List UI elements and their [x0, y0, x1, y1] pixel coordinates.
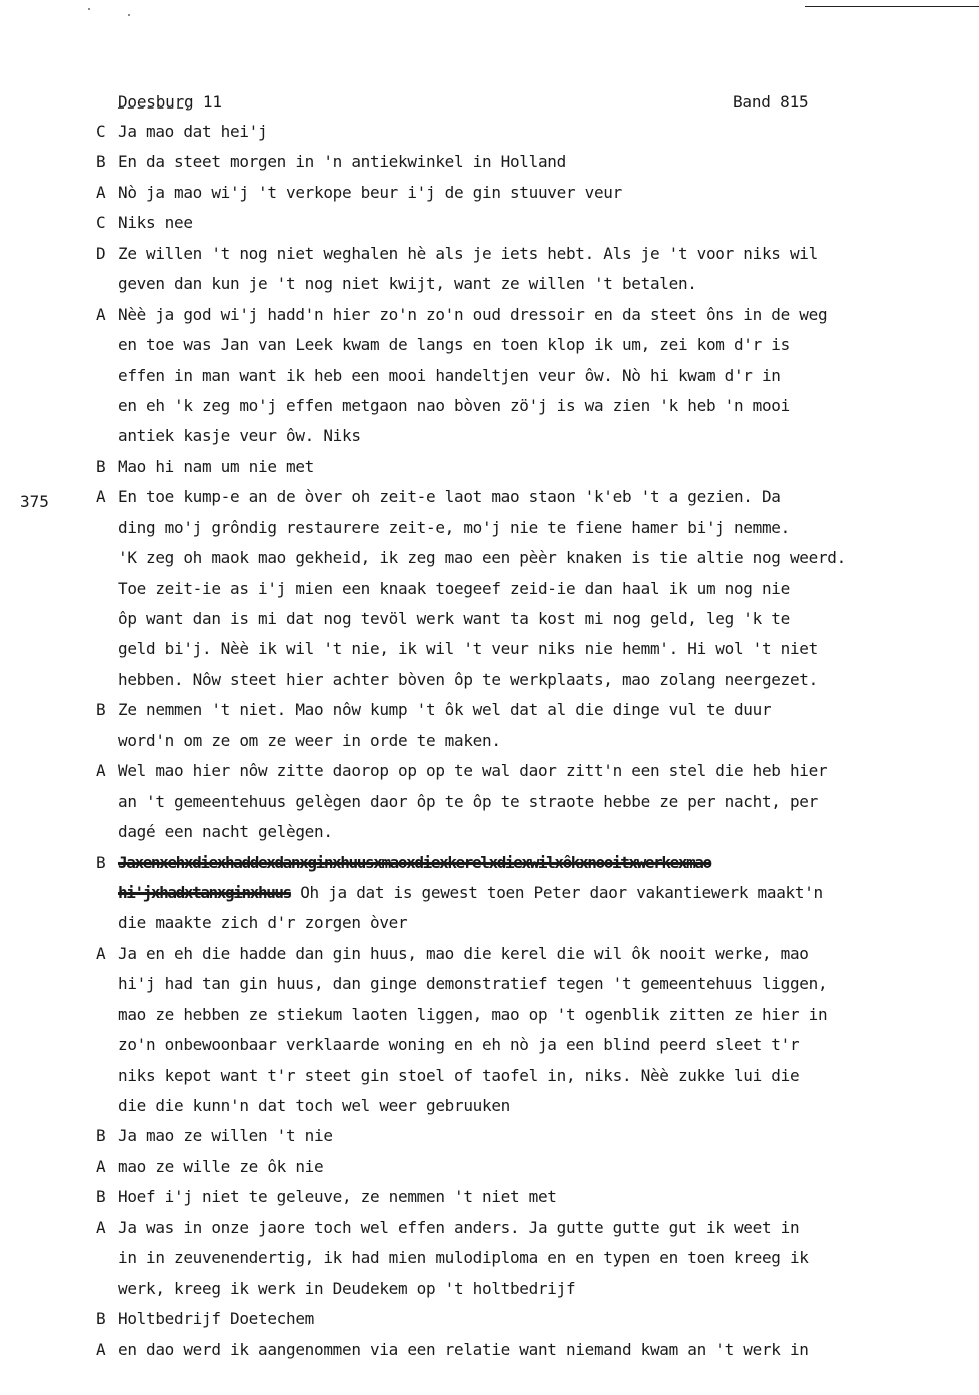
- line-text: [118, 1248, 809, 1268]
- spoken-text: dagé een nacht gelègen.: [118, 822, 333, 842]
- speaker-label: A: [96, 487, 106, 507]
- transcript-line: [0, 944, 979, 974]
- spoken-text: Ja mao ze willen 't nie: [118, 1126, 333, 1146]
- transcript-line: [0, 670, 979, 700]
- line-text: [118, 274, 697, 294]
- line-text: [118, 213, 193, 233]
- spoken-text: Wel mao hier nôw zitte daorop op op te wal daor zitt'n een stel die heb hier: [118, 761, 828, 781]
- transcript-line: [0, 213, 979, 243]
- spoken-text: Nèè ja god wi'j hadd'n hier zo'n zo'n oud dressoir en da steet ôns in de weg: [118, 304, 828, 324]
- spoken-text: geven dan kun je 't nog niet kwijt, want ze willen 't betalen.: [118, 274, 697, 294]
- spoken-text: in in zeuvenendertig, ik had mien mulodiploma en en typen en toen kreeg ik: [118, 1248, 809, 1268]
- line-text: [118, 1279, 575, 1299]
- line-text: [118, 1066, 799, 1086]
- line-text: [118, 305, 827, 325]
- transcript-line: [0, 1157, 979, 1187]
- speaker-label: B: [96, 152, 106, 172]
- line-text: [118, 579, 790, 599]
- transcript-line: [0, 305, 979, 335]
- line-text: [118, 518, 790, 538]
- spoken-text: Oh ja dat is gewest toen Peter daor vakantiewerk maakt'n: [290, 882, 823, 902]
- spoken-text: ôp want dan is mi dat nog tevöl werk want ta kost mi nog geld, leg 'k te: [118, 609, 790, 628]
- header-number: 11: [202, 92, 222, 111]
- speaker-label: A: [96, 761, 106, 781]
- transcript-line: [0, 731, 979, 761]
- speaker-label: A: [96, 943, 106, 963]
- page-header-left: [118, 92, 222, 112]
- line-text: [118, 487, 781, 507]
- spoken-text: word'n om ze om ze weer in orde te maken.: [118, 730, 501, 750]
- transcript-line: [0, 152, 979, 182]
- spoken-text: hebben. Nôw steet hier achter bòven ôp te werkplaats, mao zolang neergezet.: [118, 669, 818, 689]
- speaker-label: B: [96, 1126, 106, 1146]
- transcript-line: [0, 1126, 979, 1156]
- spoken-text: Ze nemmen 't niet. Mao nôw kump 't ôk wel dat al die dinge vul te duur: [118, 700, 772, 720]
- line-text: [118, 853, 711, 873]
- transcript-line: [0, 761, 979, 791]
- spoken-text: Toe zeit-ie as i'j mien een knaak toegeef zeid-ie dan haal ik um nog nie: [118, 578, 790, 598]
- transcript-line: [0, 548, 979, 578]
- speaker-label: A: [96, 182, 106, 202]
- transcript-line: [0, 883, 979, 913]
- spoken-text: Mao hi nam um nie met: [118, 456, 314, 476]
- speaker-label: B: [96, 700, 106, 720]
- spoken-text: werk, kreeg ik werk in Deudekem op 't holtbedrijf: [118, 1278, 576, 1298]
- transcript-line: [0, 853, 979, 883]
- transcript-line: [0, 426, 979, 456]
- transcript-line: [0, 122, 979, 152]
- transcript-line: [0, 579, 979, 609]
- transcript-line: [0, 366, 979, 396]
- line-text: [118, 335, 790, 355]
- spoken-text: Nò ja mao wi'j 't verkope beur i'j de gin stuuver veur: [118, 182, 622, 202]
- transcript-line: [0, 487, 979, 517]
- transcript-line: [0, 700, 979, 730]
- line-text: [118, 1187, 557, 1207]
- spoken-text: antiek kasje veur ôw. Niks: [118, 426, 361, 446]
- transcript-line: [0, 396, 979, 426]
- line-text: [118, 1035, 799, 1055]
- line-text: [118, 639, 818, 659]
- spoken-text: mao ze wille ze ôk nie: [118, 1156, 324, 1176]
- speaker-label: A: [96, 1217, 106, 1237]
- transcript-line: [0, 1218, 979, 1248]
- spoken-text: Ja mao dat hei'j: [118, 122, 268, 141]
- speaker-label: B: [96, 1309, 106, 1329]
- spoken-text: en toe was Jan van Leek kwam de langs en toen klop ik um, zei kom d'r is: [118, 335, 790, 355]
- transcript-line: [0, 1187, 979, 1217]
- spoken-text: zo'n onbewoonbaar verklaarde woning en eh nò ja een blind peerd sleet t'r: [118, 1035, 800, 1055]
- line-text: [118, 183, 622, 203]
- spoken-text: Hoef i'j niet te geleuve, ze nemmen 't niet met: [118, 1187, 557, 1207]
- transcript-line: [0, 1248, 979, 1278]
- band-label: Band 815: [733, 92, 809, 111]
- spoken-text: Ze willen 't nog niet weghalen hè als je iets hebt. Als je 't voor niks wil: [118, 243, 818, 263]
- spoken-text: En toe kump-e an de òver oh zeit-e laot mao staon 'k'eb 't a gezien. Da: [118, 487, 781, 507]
- header-place: Doesburg: [118, 92, 194, 111]
- margin-line-number: 375: [20, 492, 49, 511]
- transcript-line: [0, 274, 979, 304]
- speck: [88, 8, 90, 10]
- speaker-label: B: [96, 852, 106, 872]
- transcript-line: [0, 822, 979, 852]
- transcript-line: [0, 1309, 979, 1339]
- transcript-line: [0, 974, 979, 1004]
- line-text: [118, 700, 771, 720]
- transcript-line: [0, 1035, 979, 1065]
- struck-text: Jaxenxehxdiexhaddexdanxginxhuusxmaoxdiexkerelxdiexwilxôkxnooitxwerkexmao: [118, 852, 711, 872]
- transcript-body: [0, 122, 979, 1370]
- spoken-text: Holtbedrijf Doetechem: [118, 1309, 314, 1329]
- speaker-label: A: [96, 1339, 106, 1359]
- spoken-text: 'K zeg oh maok mao gekheid, ik zeg mao een pèèr knaken is tie altie nog weerd.: [118, 548, 846, 568]
- line-text: [118, 366, 781, 386]
- transcript-line: [0, 457, 979, 487]
- line-text: [118, 152, 566, 172]
- speaker-label: A: [96, 1156, 106, 1176]
- transcript-line: [0, 1096, 979, 1126]
- line-text: [118, 1309, 314, 1329]
- spoken-text: en dao werd ik aangenommen via een relatie want niemand kwam an 't werk in: [118, 1339, 809, 1359]
- line-text: [118, 1126, 333, 1146]
- spoken-text: die die kunn'n dat toch wel weer gebruuken: [118, 1096, 510, 1115]
- speaker-label: B: [96, 456, 106, 476]
- transcript-line: [0, 792, 979, 822]
- line-text: [118, 731, 501, 751]
- speaker-label: C: [96, 213, 106, 233]
- line-text: [118, 761, 827, 781]
- transcript-line: [0, 183, 979, 213]
- line-text: [118, 1218, 799, 1238]
- line-text: [118, 670, 818, 690]
- line-text: [118, 548, 846, 568]
- speck: [128, 14, 130, 16]
- top-rule: [805, 6, 979, 7]
- spoken-text: hi'j had tan gin huus, dan ginge demonstratief tegen 't gemeentehuus liggen,: [118, 974, 828, 994]
- transcript-line: [0, 1279, 979, 1309]
- line-text: [118, 913, 407, 933]
- line-text: [118, 122, 267, 142]
- spoken-text: geld bi'j. Nèè ik wil 't nie, ik wil 't veur niks nie hemm'. Hi wol 't niet: [118, 639, 818, 659]
- line-text: [118, 1340, 809, 1360]
- transcript-line: [0, 639, 979, 669]
- transcript-line: [0, 1066, 979, 1096]
- line-text: [118, 822, 333, 842]
- spoken-text: niks kepot want t'r steet gin stoel of taofel in, niks. Nèè zukke lui die: [118, 1065, 800, 1085]
- speaker-label: D: [96, 243, 106, 263]
- spoken-text: Ja en eh die hadde dan gin huus, mao die kerel die wil ôk nooit werke, mao: [118, 943, 809, 963]
- line-text: [118, 883, 823, 903]
- line-text: [118, 792, 818, 812]
- transcript-line: [0, 1340, 979, 1370]
- transcript-line: [0, 244, 979, 274]
- spoken-text: effen in man want ik heb een mooi handeltjen veur ôw. Nò hi kwam d'r in: [118, 365, 781, 385]
- line-text: [118, 944, 809, 964]
- spoken-text: die maakte zich d'r zorgen òver: [118, 913, 408, 933]
- line-text: [118, 974, 827, 994]
- spoken-text: en eh 'k zeg mo'j effen metgaon nao bòven zö'j is wa zien 'k heb 'n mooi: [118, 395, 790, 415]
- spoken-text: ding mo'j grôndig restaurere zeit-e, mo'j nie te fiene hamer bi'j nemme.: [118, 517, 790, 537]
- speaker-label: C: [96, 122, 106, 141]
- line-text: [118, 1005, 827, 1025]
- line-text: [118, 396, 790, 416]
- line-text: [118, 1157, 323, 1177]
- transcript-line: [0, 1005, 979, 1035]
- spoken-text: Ja was in onze jaore toch wel effen anders. Ja gutte gutte gut ik weet in: [118, 1217, 800, 1237]
- line-text: [118, 426, 361, 446]
- transcript-line: [0, 335, 979, 365]
- speaker-label: A: [96, 304, 106, 324]
- spoken-text: Niks nee: [118, 213, 193, 233]
- line-text: [118, 244, 818, 264]
- spoken-text: mao ze hebben ze stiekum laoten liggen, mao op 't ogenblik zitten ze hier in: [118, 1004, 828, 1024]
- spoken-text: En da steet morgen in 'n antiekwinkel in Holland: [118, 152, 566, 172]
- transcript-line: [0, 609, 979, 639]
- transcript-line: [0, 913, 979, 943]
- line-text: [118, 1096, 510, 1116]
- line-text: [118, 609, 790, 629]
- speaker-label: B: [96, 1187, 106, 1207]
- spoken-text: an 't gemeentehuus gelègen daor ôp te ôp te straote hebbe ze per nacht, per: [118, 791, 818, 811]
- line-text: [118, 457, 314, 477]
- transcript-line: [0, 518, 979, 548]
- struck-text: hi'jxhadxtanxginxhuus: [118, 882, 291, 902]
